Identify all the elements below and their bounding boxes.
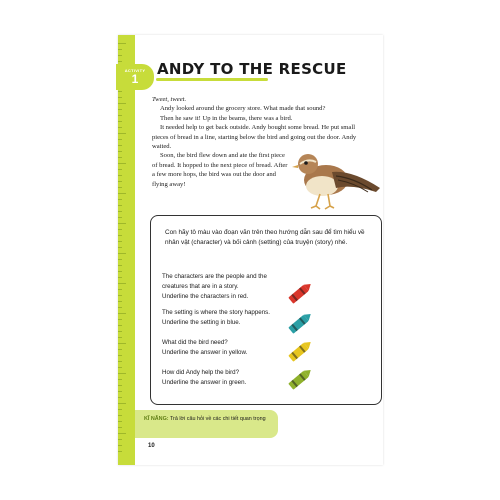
ruler-tick xyxy=(118,295,122,296)
ruler-tick xyxy=(118,253,126,254)
task-text: The characters are the people and the xyxy=(162,273,267,280)
ruler-tick xyxy=(118,55,122,56)
ruler-tick xyxy=(118,145,122,146)
page-title: ANDY TO THE RESCUE xyxy=(157,60,347,78)
ruler-tick xyxy=(118,289,122,290)
ruler-tick xyxy=(118,247,122,248)
ruler-tick xyxy=(118,241,122,242)
ruler-tick xyxy=(118,379,122,380)
ruler-tick xyxy=(118,181,122,182)
ruler-tick xyxy=(118,187,122,188)
ruler-tick xyxy=(118,391,122,392)
activity-badge xyxy=(116,64,154,90)
ruler-tick xyxy=(118,283,126,284)
page-number: 10 xyxy=(148,443,155,449)
ruler-tick xyxy=(118,373,126,374)
ruler-tick xyxy=(118,307,122,308)
ruler-tick xyxy=(118,409,122,410)
green-crayon-icon xyxy=(285,366,315,392)
ruler-tick xyxy=(118,235,122,236)
ruler-tick xyxy=(118,355,122,356)
ruler-tick xyxy=(118,151,122,152)
ruler-tick xyxy=(118,205,122,206)
ruler-tick xyxy=(118,403,126,404)
skill-tip-box xyxy=(135,410,278,438)
ruler-tick xyxy=(118,325,122,326)
ruler-tick xyxy=(118,157,122,158)
ruler-tick xyxy=(118,433,126,434)
ruler-tick xyxy=(118,49,122,50)
ruler-tick xyxy=(118,337,122,338)
ruler-tick xyxy=(118,163,126,164)
ruler-tick xyxy=(118,103,126,104)
ruler-tick xyxy=(118,421,122,422)
ruler-tick xyxy=(118,439,122,440)
ruler-tick xyxy=(118,427,122,428)
story-paragraph: Andy looked around the grocery store. What made that sound? xyxy=(160,105,326,113)
task-text: Underline the answer in yellow. xyxy=(162,348,248,356)
red-crayon-icon xyxy=(285,280,315,306)
ruler-tick xyxy=(118,223,126,224)
ruler-tick xyxy=(118,319,122,320)
ruler-tick xyxy=(118,301,122,302)
ruler-tick xyxy=(118,385,122,386)
story-paragraph: Soon, the bird flew down and ate the first piece of bread. It hopped to the next piece of bread. After a few more hops, the bird was out the door and flying away! xyxy=(152,152,288,188)
ruler-tick xyxy=(118,211,122,212)
ruler-tick xyxy=(118,43,126,44)
task-setting xyxy=(162,308,292,328)
title-underline xyxy=(156,78,268,81)
ruler-tick xyxy=(118,97,122,98)
task-text: Underline the characters in red. xyxy=(162,292,249,300)
skill-tip-text xyxy=(144,416,274,423)
ruler-tick xyxy=(118,265,122,266)
ruler-tick xyxy=(118,331,122,332)
ruler-tick xyxy=(118,115,122,116)
ruler-tick xyxy=(118,415,122,416)
task-text: How did Andy help the bird? xyxy=(162,369,240,376)
ruler-tick xyxy=(118,127,122,128)
ruler-tick xyxy=(118,169,122,170)
ruler-tick xyxy=(118,193,126,194)
ruler-tick xyxy=(118,349,122,350)
ruler-tick xyxy=(118,397,122,398)
task-text: What did the bird need? xyxy=(162,339,228,346)
ruler-tick xyxy=(118,313,126,314)
instructions-text: Con hãy tô màu vào đoạn văn trên theo hướng dẫn sau để tìm hiểu về nhân vật (character) và bối cảnh (setting) của truyện (story) nhé. xyxy=(165,229,365,246)
skill-tip-label: KĨ NĂNG: xyxy=(144,416,169,422)
skill-tip-description: Trả lời câu hỏi về các chi tiết quan trọng xyxy=(169,416,266,422)
ruler-tick xyxy=(118,199,122,200)
ruler-tick xyxy=(118,277,122,278)
task-andy-help xyxy=(162,368,292,388)
task-text: Underline the answer in green. xyxy=(162,378,247,386)
ruler-tick xyxy=(118,343,126,344)
task-bird-need xyxy=(162,338,292,358)
story-paragraph: Tweet, tweet. xyxy=(152,96,187,103)
ruler-tick xyxy=(118,367,122,368)
ruler-tick xyxy=(118,259,122,260)
ruler-tick xyxy=(118,175,122,176)
ruler-tick xyxy=(118,361,122,362)
ruler-tick xyxy=(118,91,122,92)
blue-crayon-icon xyxy=(285,310,315,336)
task-text: creatures that are in a story. xyxy=(162,282,239,290)
ruler-tick xyxy=(118,139,122,140)
story-paragraph: It needed help to get back outside. Andy bought some bread. He put small pieces of bread in a line, starting below the bird and going out the door. Andy waited. xyxy=(152,124,357,151)
task-text: The setting is where the story happens. xyxy=(162,309,270,316)
task-characters xyxy=(162,272,292,301)
ruler-tick xyxy=(118,61,122,62)
ruler-tick xyxy=(118,229,122,230)
activity-label: ACTIVITY xyxy=(124,68,146,73)
page-side-bar xyxy=(118,35,135,465)
story-paragraph: Then he saw it! Up in the beams, there was a bird. xyxy=(160,114,293,122)
ruler-tick xyxy=(118,109,122,110)
ruler-tick xyxy=(118,133,126,134)
ruler-tick xyxy=(118,121,122,122)
yellow-crayon-icon xyxy=(285,338,315,364)
ruler-tick xyxy=(118,445,122,446)
ruler-tick xyxy=(118,451,122,452)
activity-number: 1 xyxy=(131,72,139,86)
bird-illustration xyxy=(292,150,384,212)
ruler-tick xyxy=(118,271,122,272)
task-text: Underline the setting in blue. xyxy=(162,318,241,326)
ruler-tick xyxy=(118,217,122,218)
